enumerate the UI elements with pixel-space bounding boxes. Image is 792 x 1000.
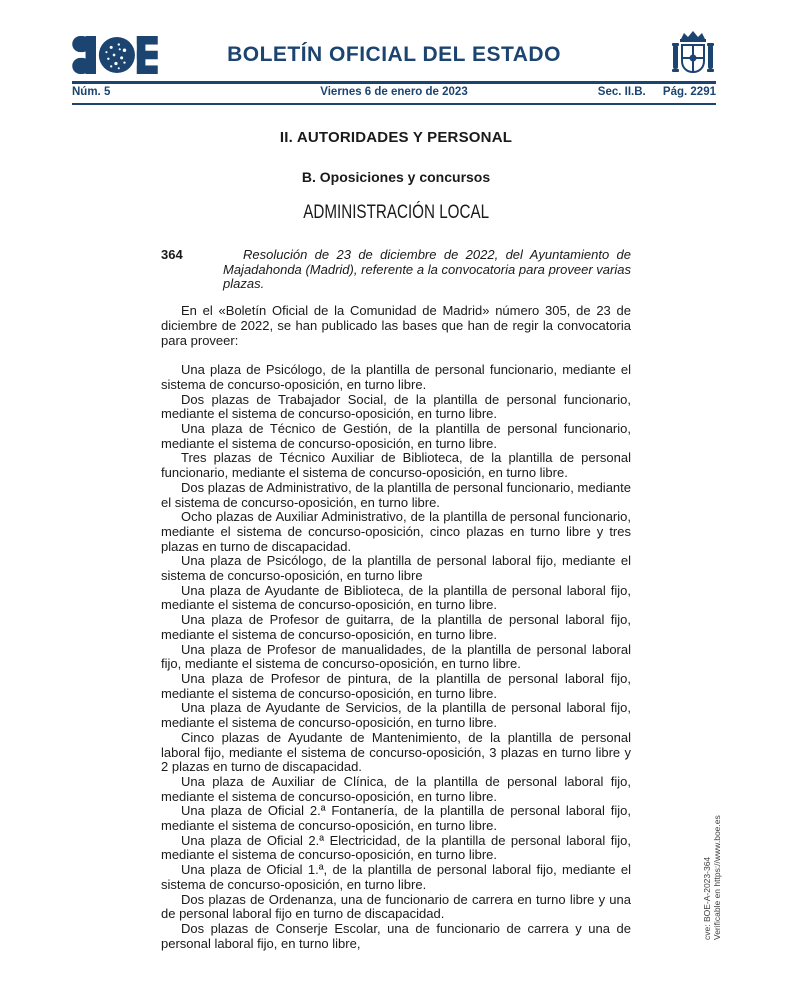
issue-meta-row	[72, 86, 716, 101]
plaza-item: Una plaza de Ayudante de Servicios, de la plantilla de personal laboral fijo, mediante el sistema de concurso-oposición, en turno libre.	[161, 700, 631, 731]
plaza-list	[161, 363, 631, 951]
page-number: Pág. 2291	[662, 86, 716, 98]
issue-date: Viernes 6 de enero de 2023	[320, 86, 468, 98]
plaza-item: Una plaza de Oficial 2.ª Fontanería, de la plantilla de personal laboral fijo, mediante el sistema de concurso-oposición, en turno libre.	[161, 803, 631, 834]
administration-heading-text: ADMINISTRACIÓN LOCAL	[303, 202, 489, 223]
plaza-item: Una plaza de Psicólogo, de la plantilla de personal laboral fijo, mediante el sistema de concurso-oposición, en turno libre	[161, 553, 631, 584]
section-heading: II. AUTORIDADES Y PERSONAL	[279, 129, 513, 146]
masthead-title: BOLETÍN OFICIAL DEL ESTADO	[227, 43, 561, 66]
plaza-item: Una plaza de Técnico de Gestión, de la plantilla de personal funcionario, mediante el sistema de concurso-oposición, en turno libre.	[161, 421, 631, 451]
resolution-block	[161, 248, 631, 292]
plaza-item: Una plaza de Oficial 2.ª Electricidad, de la plantilla de personal laboral fijo, mediante el sistema de concurso-oposición, en turno libre.	[161, 832, 631, 863]
resolution-title: Resolución de 23 de diciembre de 2022, del Ayuntamiento de Majadahonda (Madrid), referente a la convocatoria para proveer varias plazas.	[223, 247, 631, 292]
spain-coat-of-arms-icon	[670, 30, 716, 80]
header-rule-bottom	[72, 103, 716, 105]
header-rule-top	[72, 81, 716, 84]
cve-vertical-text	[702, 775, 722, 940]
plaza-item: Una plaza de Psicólogo, de la plantilla de personal funcionario, mediante el sistema de concurso-oposición, en turno libre.	[161, 362, 631, 392]
section-page	[598, 86, 716, 98]
document-body	[161, 129, 631, 951]
plaza-item: Una plaza de Ayudante de Biblioteca, de la plantilla de personal laboral fijo, mediante el sistema de concurso-oposición, en turno libre.	[161, 582, 631, 613]
plaza-item: Cinco plazas de Ayudante de Mantenimiento, de la plantilla de personal laboral fijo, mediante el sistema de concurso-oposición, 3 plazas en turno libre y 2 plazas en turno de discapacidad.	[161, 729, 631, 775]
plaza-item: Una plaza de Profesor de manualidades, de la plantilla de personal laboral fijo, mediante el sistema de concurso-oposición, en turno libre.	[161, 641, 631, 672]
plaza-item: Ocho plazas de Auxiliar Administrativo, de la plantilla de personal funcionario, mediante el sistema de concurso-oposición, cinco plazas en turno libre y tres plazas en turno de discapacidad.	[161, 509, 631, 554]
section-label: Sec. II.B.	[597, 86, 646, 98]
plaza-item: Una plaza de Profesor de pintura, de la plantilla de personal laboral fijo, mediante el sistema de concurso-oposición, en turno libre.	[161, 670, 631, 701]
plaza-item: Dos plazas de Trabajador Social, de la plantilla de personal funcionario, mediante el sistema de concurso-oposición, en turno libre.	[161, 391, 631, 422]
issue-number: Núm. 5	[72, 86, 111, 98]
plaza-item: Tres plazas de Técnico Auxiliar de Biblioteca, de la plantilla de personal funcionario, mediante el sistema de concurso-oposición, en turno libre.	[161, 450, 631, 481]
plaza-item: Una plaza de Oficial 1.ª, de la plantilla de personal laboral fijo, mediante el sistema de concurso-oposición, en turno libre.	[161, 862, 631, 892]
verification-note: Verificable en https://www.boe.es	[712, 815, 722, 940]
plaza-item: Dos plazas de Conserje Escolar, una de funcionario de carrera y una de personal laboral fijo, en turno libre,	[161, 920, 631, 951]
cve-code: cve: BOE-A-2023-364	[702, 856, 712, 940]
plaza-item: Dos plazas de Ordenanza, una de funcionario de carrera en turno libre y una de personal laboral fijo en turno de discapacidad.	[161, 891, 631, 922]
plaza-item: Una plaza de Auxiliar de Clínica, de la plantilla de personal laboral fijo, mediante el sistema de concurso-oposición, en turno libre.	[161, 773, 631, 804]
intro-paragraph: En el «Boletín Oficial de la Comunidad de Madrid» número 305, de 23 de diciembre de 2022, se han publicado las bases que han de regir la convocatoria para proveer:	[161, 303, 631, 348]
subsection-heading: B. Oposiciones y concursos	[301, 169, 491, 185]
resolution-number: 364	[161, 247, 183, 262]
administration-heading	[161, 202, 631, 223]
plaza-item: Dos plazas de Administrativo, de la plantilla de personal funcionario, mediante el sistema de concurso-oposición, en turno libre.	[161, 479, 631, 510]
plaza-item: Una plaza de Profesor de guitarra, de la plantilla de personal laboral fijo, mediante el sistema de concurso-oposición, en turno libre.	[161, 612, 631, 642]
masthead	[72, 30, 716, 80]
